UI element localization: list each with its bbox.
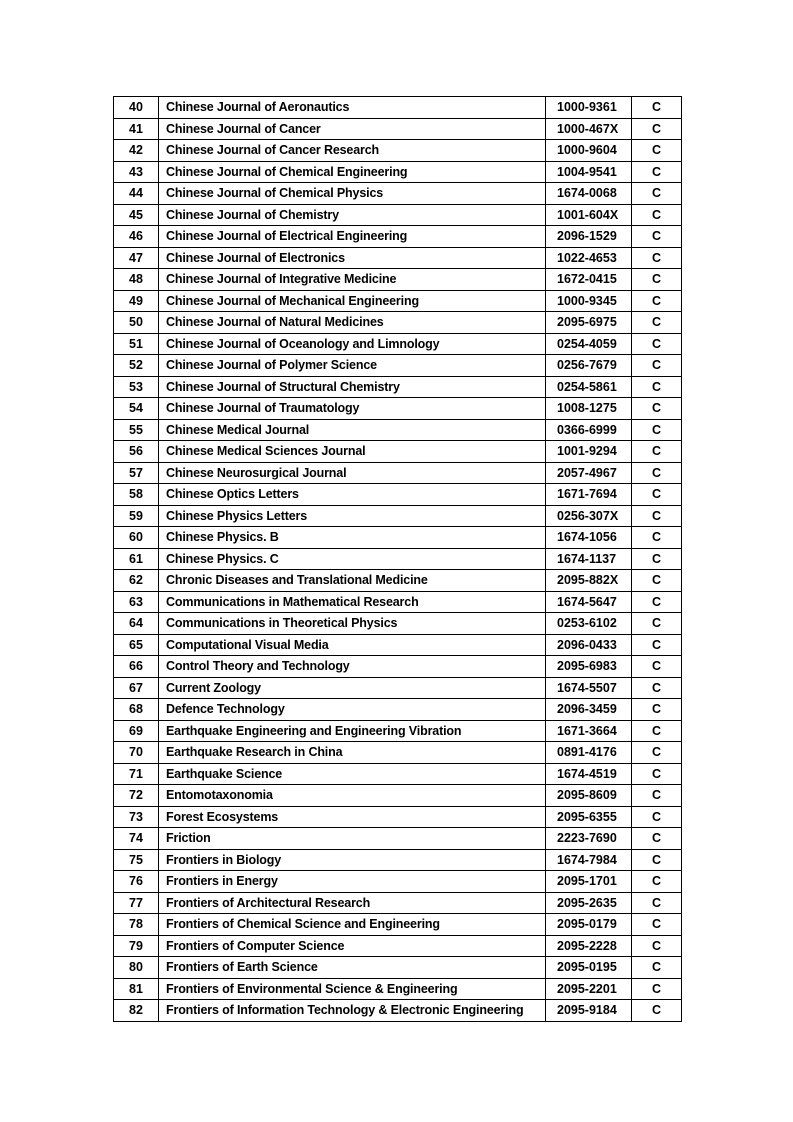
journal-title: Chinese Journal of Structural Chemistry: [159, 376, 546, 398]
issn: 2095-882X: [546, 570, 632, 592]
row-number: 78: [114, 914, 159, 936]
grade: C: [632, 376, 682, 398]
issn: 1674-5647: [546, 591, 632, 613]
table-row: [114, 763, 682, 785]
row-number: 49: [114, 290, 159, 312]
grade: C: [632, 892, 682, 914]
row-number: 79: [114, 935, 159, 957]
grade: C: [632, 785, 682, 807]
issn: 2096-3459: [546, 699, 632, 721]
grade: C: [632, 957, 682, 979]
row-number: 65: [114, 634, 159, 656]
journal-title: Chinese Journal of Integrative Medicine: [159, 269, 546, 291]
issn: 0256-7679: [546, 355, 632, 377]
table-row: [114, 204, 682, 226]
table-row: [114, 871, 682, 893]
table-row: [114, 914, 682, 936]
issn: 1022-4653: [546, 247, 632, 269]
grade: C: [632, 699, 682, 721]
grade: C: [632, 828, 682, 850]
journal-title: Chinese Physics Letters: [159, 505, 546, 527]
journal-title: Chinese Physics. B: [159, 527, 546, 549]
journal-title: Chinese Journal of Mechanical Engineering: [159, 290, 546, 312]
grade: C: [632, 183, 682, 205]
row-number: 64: [114, 613, 159, 635]
issn: 2095-1701: [546, 871, 632, 893]
grade: C: [632, 312, 682, 334]
table-row: [114, 591, 682, 613]
journal-title: Entomotaxonomia: [159, 785, 546, 807]
issn: 2095-8609: [546, 785, 632, 807]
row-number: 47: [114, 247, 159, 269]
row-number: 40: [114, 97, 159, 119]
grade: C: [632, 140, 682, 162]
journal-title: Chronic Diseases and Translational Medicine: [159, 570, 546, 592]
table-row: [114, 699, 682, 721]
grade: C: [632, 355, 682, 377]
row-number: 41: [114, 118, 159, 140]
issn: 1000-467X: [546, 118, 632, 140]
table-row: [114, 183, 682, 205]
table-row: [114, 656, 682, 678]
issn: 1000-9345: [546, 290, 632, 312]
row-number: 72: [114, 785, 159, 807]
issn: 1001-604X: [546, 204, 632, 226]
issn: 2095-6983: [546, 656, 632, 678]
grade: C: [632, 935, 682, 957]
table-row: [114, 892, 682, 914]
grade: C: [632, 462, 682, 484]
journal-title: Chinese Journal of Electrical Engineering: [159, 226, 546, 248]
table-row: [114, 1000, 682, 1022]
journal-title: Frontiers of Architectural Research: [159, 892, 546, 914]
issn: 0254-4059: [546, 333, 632, 355]
table-row: [114, 806, 682, 828]
table-row: [114, 785, 682, 807]
journal-title: Chinese Journal of Aeronautics: [159, 97, 546, 119]
grade: C: [632, 742, 682, 764]
journal-title: Chinese Journal of Natural Medicines: [159, 312, 546, 334]
table-row: [114, 484, 682, 506]
grade: C: [632, 914, 682, 936]
issn: 2095-2635: [546, 892, 632, 914]
journal-title: Chinese Journal of Oceanology and Limnology: [159, 333, 546, 355]
table-row: [114, 226, 682, 248]
row-number: 70: [114, 742, 159, 764]
journal-title: Chinese Journal of Cancer: [159, 118, 546, 140]
grade: C: [632, 398, 682, 420]
issn: 0256-307X: [546, 505, 632, 527]
grade: C: [632, 204, 682, 226]
grade: C: [632, 978, 682, 1000]
table-row: [114, 505, 682, 527]
grade: C: [632, 441, 682, 463]
issn: 1671-3664: [546, 720, 632, 742]
issn: 0891-4176: [546, 742, 632, 764]
row-number: 66: [114, 656, 159, 678]
table-row: [114, 527, 682, 549]
issn: 1000-9604: [546, 140, 632, 162]
journal-title: Frontiers in Energy: [159, 871, 546, 893]
table-row: [114, 161, 682, 183]
row-number: 60: [114, 527, 159, 549]
issn: 1671-7694: [546, 484, 632, 506]
grade: C: [632, 527, 682, 549]
table-row: [114, 613, 682, 635]
row-number: 69: [114, 720, 159, 742]
row-number: 59: [114, 505, 159, 527]
row-number: 57: [114, 462, 159, 484]
grade: C: [632, 161, 682, 183]
journal-table-body: [114, 97, 682, 1022]
issn: 2095-2228: [546, 935, 632, 957]
journal-title: Control Theory and Technology: [159, 656, 546, 678]
table-row: [114, 441, 682, 463]
journal-title: Chinese Optics Letters: [159, 484, 546, 506]
grade: C: [632, 677, 682, 699]
row-number: 58: [114, 484, 159, 506]
journal-title: Chinese Journal of Cancer Research: [159, 140, 546, 162]
table-row: [114, 548, 682, 570]
grade: C: [632, 613, 682, 635]
table-row: [114, 828, 682, 850]
row-number: 55: [114, 419, 159, 441]
issn: 2223-7690: [546, 828, 632, 850]
row-number: 62: [114, 570, 159, 592]
row-number: 48: [114, 269, 159, 291]
issn: 1000-9361: [546, 97, 632, 119]
table-row: [114, 376, 682, 398]
row-number: 73: [114, 806, 159, 828]
journal-title: Chinese Journal of Chemistry: [159, 204, 546, 226]
row-number: 45: [114, 204, 159, 226]
row-number: 68: [114, 699, 159, 721]
row-number: 54: [114, 398, 159, 420]
journal-title: Chinese Journal of Chemical Engineering: [159, 161, 546, 183]
row-number: 75: [114, 849, 159, 871]
table-row: [114, 849, 682, 871]
journal-title: Frontiers in Biology: [159, 849, 546, 871]
grade: C: [632, 484, 682, 506]
journal-title: Computational Visual Media: [159, 634, 546, 656]
journal-title: Frontiers of Information Technology & Electronic Engineering: [159, 1000, 546, 1022]
row-number: 82: [114, 1000, 159, 1022]
journal-title: Chinese Medical Journal: [159, 419, 546, 441]
table-row: [114, 290, 682, 312]
row-number: 56: [114, 441, 159, 463]
grade: C: [632, 419, 682, 441]
grade: C: [632, 333, 682, 355]
journal-title: Earthquake Engineering and Engineering Vibration: [159, 720, 546, 742]
grade: C: [632, 290, 682, 312]
issn: 2095-0179: [546, 914, 632, 936]
table-row: [114, 462, 682, 484]
table-row: [114, 398, 682, 420]
issn: 0366-6999: [546, 419, 632, 441]
table-row: [114, 677, 682, 699]
table-row: [114, 978, 682, 1000]
row-number: 51: [114, 333, 159, 355]
journal-title: Communications in Theoretical Physics: [159, 613, 546, 635]
issn: 2057-4967: [546, 462, 632, 484]
journal-title: Current Zoology: [159, 677, 546, 699]
table-row: [114, 97, 682, 119]
issn: 1674-0068: [546, 183, 632, 205]
table-row: [114, 720, 682, 742]
table-row: [114, 742, 682, 764]
grade: C: [632, 849, 682, 871]
row-number: 42: [114, 140, 159, 162]
table-row: [114, 247, 682, 269]
table-row: [114, 118, 682, 140]
row-number: 77: [114, 892, 159, 914]
grade: C: [632, 720, 682, 742]
journal-title: Chinese Journal of Electronics: [159, 247, 546, 269]
issn: 2095-0195: [546, 957, 632, 979]
issn: 2095-6355: [546, 806, 632, 828]
row-number: 43: [114, 161, 159, 183]
grade: C: [632, 118, 682, 140]
grade: C: [632, 505, 682, 527]
journal-title: Forest Ecosystems: [159, 806, 546, 828]
journal-title: Earthquake Science: [159, 763, 546, 785]
table-row: [114, 333, 682, 355]
issn: 0253-6102: [546, 613, 632, 635]
journal-title: Chinese Journal of Chemical Physics: [159, 183, 546, 205]
grade: C: [632, 591, 682, 613]
table-row: [114, 935, 682, 957]
grade: C: [632, 1000, 682, 1022]
issn: 1674-7984: [546, 849, 632, 871]
grade: C: [632, 806, 682, 828]
table-row: [114, 634, 682, 656]
grade: C: [632, 269, 682, 291]
grade: C: [632, 570, 682, 592]
grade: C: [632, 247, 682, 269]
row-number: 50: [114, 312, 159, 334]
journal-title: Earthquake Research in China: [159, 742, 546, 764]
journal-title: Frontiers of Chemical Science and Engineering: [159, 914, 546, 936]
row-number: 44: [114, 183, 159, 205]
table-row: [114, 140, 682, 162]
row-number: 74: [114, 828, 159, 850]
row-number: 61: [114, 548, 159, 570]
table-row: [114, 957, 682, 979]
table-row: [114, 269, 682, 291]
row-number: 63: [114, 591, 159, 613]
row-number: 81: [114, 978, 159, 1000]
grade: C: [632, 226, 682, 248]
journal-title: Frontiers of Earth Science: [159, 957, 546, 979]
issn: 2096-0433: [546, 634, 632, 656]
issn: 1001-9294: [546, 441, 632, 463]
grade: C: [632, 871, 682, 893]
grade: C: [632, 548, 682, 570]
issn: 2095-6975: [546, 312, 632, 334]
issn: 0254-5861: [546, 376, 632, 398]
journal-title: Frontiers of Environmental Science & Engineering: [159, 978, 546, 1000]
issn: 2096-1529: [546, 226, 632, 248]
journal-title: Chinese Medical Sciences Journal: [159, 441, 546, 463]
journal-title: Communications in Mathematical Research: [159, 591, 546, 613]
row-number: 46: [114, 226, 159, 248]
journal-title: Chinese Neurosurgical Journal: [159, 462, 546, 484]
table-row: [114, 355, 682, 377]
journal-title: Friction: [159, 828, 546, 850]
row-number: 71: [114, 763, 159, 785]
grade: C: [632, 97, 682, 119]
table-row: [114, 570, 682, 592]
row-number: 53: [114, 376, 159, 398]
grade: C: [632, 634, 682, 656]
row-number: 76: [114, 871, 159, 893]
row-number: 67: [114, 677, 159, 699]
issn: 1674-5507: [546, 677, 632, 699]
row-number: 80: [114, 957, 159, 979]
issn: 1004-9541: [546, 161, 632, 183]
issn: 1674-1056: [546, 527, 632, 549]
issn: 1672-0415: [546, 269, 632, 291]
row-number: 52: [114, 355, 159, 377]
issn: 1008-1275: [546, 398, 632, 420]
issn: 2095-9184: [546, 1000, 632, 1022]
journal-table: [113, 96, 682, 1022]
grade: C: [632, 656, 682, 678]
grade: C: [632, 763, 682, 785]
issn: 1674-4519: [546, 763, 632, 785]
journal-title: Chinese Physics. C: [159, 548, 546, 570]
issn: 1674-1137: [546, 548, 632, 570]
journal-title: Chinese Journal of Traumatology: [159, 398, 546, 420]
journal-title: Frontiers of Computer Science: [159, 935, 546, 957]
journal-title: Chinese Journal of Polymer Science: [159, 355, 546, 377]
journal-title: Defence Technology: [159, 699, 546, 721]
issn: 2095-2201: [546, 978, 632, 1000]
table-row: [114, 419, 682, 441]
table-row: [114, 312, 682, 334]
